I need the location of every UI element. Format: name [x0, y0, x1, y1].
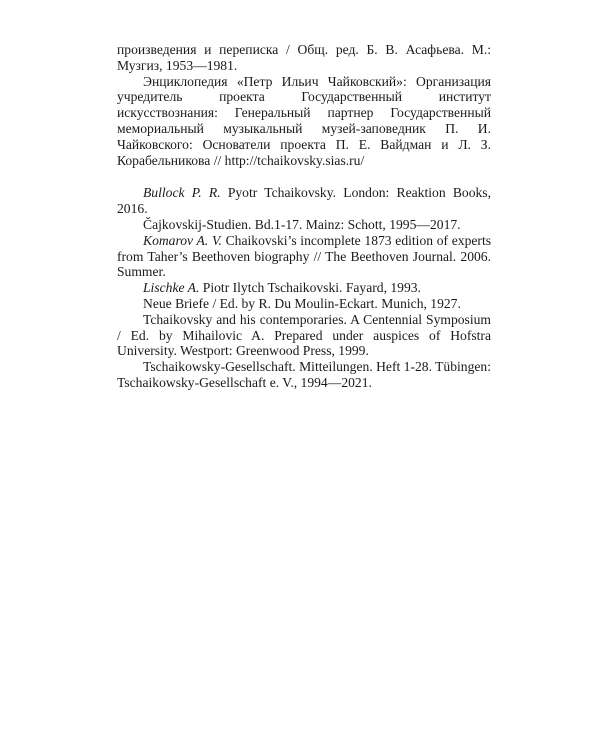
bib-entry-gesellschaft	[117, 359, 491, 391]
bib-entry-author: Bullock P. R.	[143, 185, 221, 201]
bib-entry-author: Komarov A. V.	[143, 232, 222, 248]
bib-entry-text: Piotr Ilytch Tschaikovski. Fayard, 1993.	[202, 280, 421, 296]
bib-entry-text: Энциклопедия «Петр Ильич Чайковский»: Организация учредитель проекта Государственный институт искусствознания: Генеральный партнер Государственный мемориальный музыкальный музей-заповедник П. И. Чайковского: Основатели проекта П. Е. Вайдман и Л. З. Корабельникова // http://tchaikovsky.sias.ru/	[117, 73, 491, 168]
section-gap	[117, 168, 491, 185]
bib-entry-text: Čajkovskij-Studien. Bd.1-17. Mainz: Schott, 1995—2017.	[143, 216, 461, 232]
bib-entry-komarov	[117, 233, 491, 280]
bib-entry-text: Neue Briefe / Ed. by R. Du Moulin-Eckart. Munich, 1927.	[143, 295, 461, 311]
bib-entry-bullock	[117, 185, 491, 217]
bib-entry-text: Tschaikowsky-Gesellschaft. Mitteilungen. Heft 1-28. Tübingen: Tschaikowsky-Gesellschaft e. V., 1994—2021.	[117, 359, 492, 390]
bib-entry-asafiev	[117, 42, 491, 74]
bibliography-list	[117, 42, 491, 391]
bib-entry-text: Pyotr Tchaikovsky. London: Reaktion Books, 2016.	[117, 185, 491, 217]
bib-entry-text: произведения и переписка / Общ. ред. Б. В. Асафьева. М.: Музгиз, 1953—1981.	[117, 42, 491, 73]
bib-entry-encyclopedia	[117, 74, 491, 169]
bib-entry-symposium	[117, 312, 491, 359]
bib-entry-text: Chaikovski’s incomplete 1873 edition of experts from Taher’s Beethoven biography // The Beethoven Journal. 2006. Summer.	[117, 232, 492, 280]
bib-entry-neue-briefe	[117, 296, 491, 312]
bib-entry-author: Lischke A.	[143, 280, 200, 296]
bib-entry-lischke	[117, 280, 491, 296]
bib-entry-studien	[117, 217, 491, 233]
bib-entry-text: Tchaikovsky and his contemporaries. A Centennial Symposium / Ed. by Mihailovic A. Prepared under auspices of Hofstra University. Westport: Greenwood Press, 1999.	[117, 311, 491, 359]
